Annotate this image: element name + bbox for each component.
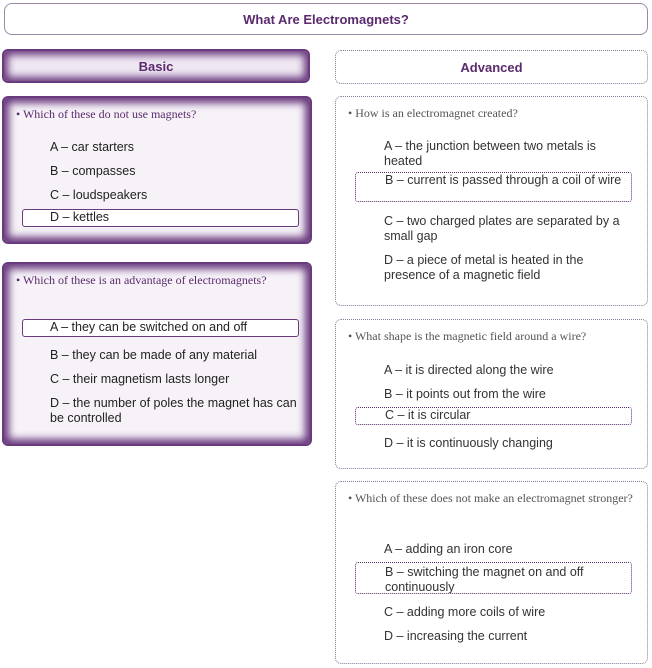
answer-option[interactable]: D – increasing the current — [384, 629, 528, 643]
answer-option[interactable]: A – car starters — [50, 140, 135, 154]
answer-option[interactable]: C – adding more coils of wire — [384, 605, 546, 619]
answer-option[interactable]: C – their magnetism lasts longer — [50, 372, 230, 386]
answer-option[interactable]: B – it points out from the wire — [384, 387, 546, 401]
answer-option[interactable]: D – it is continuously changing — [384, 436, 553, 450]
question-card — [2, 96, 312, 244]
question-card — [335, 481, 648, 664]
answer-option[interactable]: C – two charged plates are separated by a small gap — [384, 214, 620, 243]
page-title: What Are Electromagnets? — [4, 3, 648, 35]
answer-option-selected[interactable]: A – they can be switched on and off — [22, 319, 299, 337]
answer-option[interactable]: B – they can be made of any material — [50, 348, 258, 362]
answer-option[interactable]: D – a piece of metal is heated in the presence of a magnetic field — [384, 253, 584, 282]
question-text: • Which of these does not make an electromagnet stronger? — [348, 491, 633, 505]
question-card — [335, 96, 648, 306]
answer-option[interactable]: A – the junction between two metals is heated — [384, 139, 596, 168]
answer-option[interactable]: A – it is directed along the wire — [384, 363, 554, 377]
answer-option[interactable]: B – compasses — [50, 164, 136, 178]
question-text: • Which of these is an advantage of electromagnets? — [16, 273, 267, 287]
answer-option-selected[interactable]: C – it is circular — [355, 407, 632, 425]
question-card — [335, 319, 648, 469]
tab-advanced[interactable]: Advanced — [335, 50, 648, 84]
answer-option-selected[interactable]: D – kettles — [22, 209, 299, 227]
question-text: • How is an electromagnet created? — [348, 106, 518, 120]
answer-option[interactable]: A – adding an iron core — [384, 542, 513, 556]
question-text: • What shape is the magnetic field around a wire? — [348, 329, 587, 343]
answer-option[interactable]: C – loudspeakers — [50, 188, 148, 202]
question-text: • Which of these do not use magnets? — [16, 107, 197, 121]
question-card — [2, 262, 312, 446]
answer-option[interactable]: D – the number of poles the magnet has can be controlled — [50, 396, 297, 425]
answer-option-selected[interactable]: B – switching the magnet on and off continuously — [355, 562, 632, 594]
tab-basic[interactable]: Basic — [2, 49, 310, 83]
answer-option-selected[interactable]: B – current is passed through a coil of wire — [355, 172, 632, 202]
